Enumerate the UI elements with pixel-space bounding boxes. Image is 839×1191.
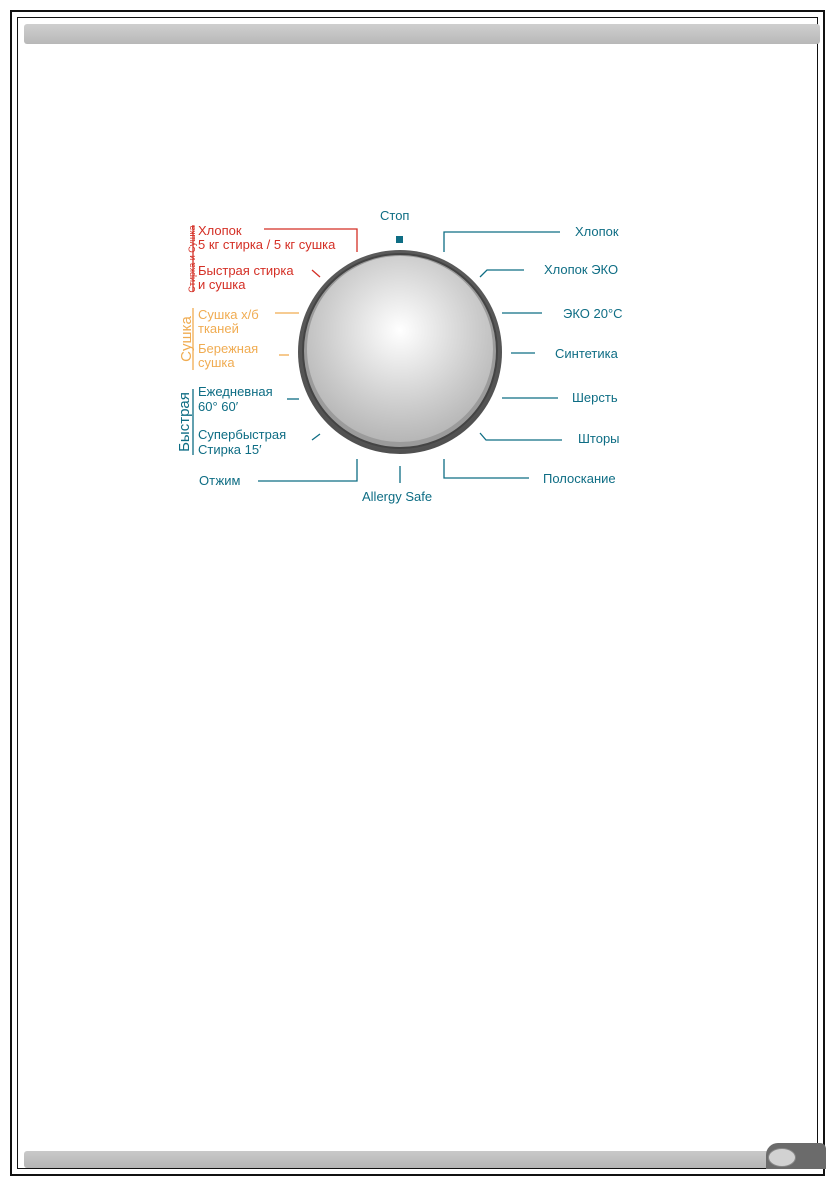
program-curtains: Шторы	[578, 431, 620, 446]
group-title-dry: Сушка	[178, 316, 195, 362]
program-cotton-wash-dry-line2: 5 кг стирка / 5 кг сушка	[198, 237, 336, 252]
leader-cotton	[444, 232, 560, 252]
program-cotton-dry-line1: Сушка х/б	[198, 307, 259, 322]
group-title-quick: Быстрая	[176, 392, 193, 452]
leader-super-fast	[312, 434, 320, 440]
program-super-fast-line2: Стирка 15′	[198, 442, 262, 457]
program-wool: Шерсть	[572, 390, 618, 405]
program-super-fast-line1: Супербыстрая	[198, 427, 287, 442]
group-title-wash-dry: Стирка и Сушка	[187, 225, 197, 293]
program-cotton-dry-line2: тканей	[198, 321, 239, 336]
program-allergy-safe: Allergy Safe	[362, 489, 433, 504]
program-stop: Стоп	[380, 208, 410, 223]
program-quick-wash-dry-line1: Быстрая стирка	[198, 263, 294, 278]
program-eco-20: ЭКО 20°C	[563, 306, 623, 321]
program-rinse: Полоскание	[543, 471, 616, 486]
program-gentle-dry-line1: Бережная	[198, 341, 259, 356]
program-daily-line2: 60° 60′	[198, 399, 239, 414]
program-cotton: Хлопок	[575, 224, 619, 239]
leader-spin	[258, 459, 357, 481]
leader-rinse	[444, 459, 529, 478]
program-cotton-wash-dry-line1: Хлопок	[198, 223, 242, 238]
program-synthetic: Синтетика	[555, 346, 618, 361]
program-daily-line1: Ежедневная	[198, 384, 273, 399]
leader-curtains	[480, 433, 562, 440]
program-spin: Отжим	[199, 473, 241, 488]
leader-cotton-eco	[480, 270, 524, 277]
program-quick-wash-dry-line2: и сушка	[198, 277, 246, 292]
program-gentle-dry-line2: сушка	[198, 355, 235, 370]
leader-quick-wash-dry	[312, 270, 320, 277]
stop-marker-icon	[396, 236, 403, 243]
program-cotton-eco: Хлопок ЭКО	[544, 262, 619, 277]
